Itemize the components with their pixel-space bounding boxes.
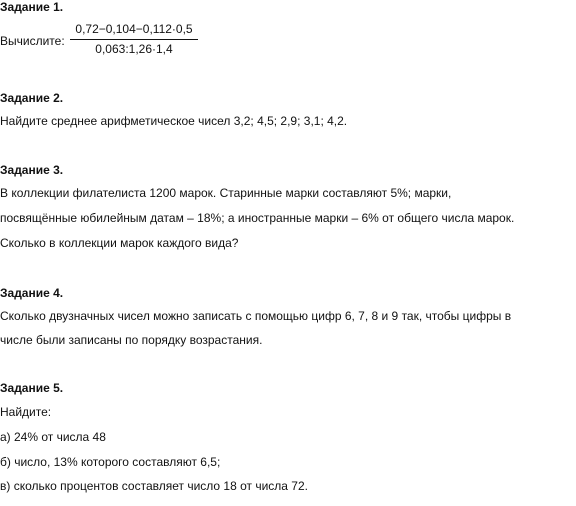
task-3-line: Сколько в коллекции марок каждого вида? <box>0 236 239 250</box>
fraction-numerator: 0,72−0,104−0,112·0,5 <box>75 22 193 36</box>
task-3-line: посвящённые юбилейным датам – 18%; а иностранные марки – 6% от общего числа марок. <box>0 211 515 225</box>
fraction-bar <box>70 39 198 40</box>
task-5-line: Найдите: <box>0 405 52 419</box>
task-5-item-b: б) число, 13% которого составляют 6,5; <box>0 455 221 469</box>
task-2-title: Задание 2. <box>0 91 64 105</box>
task-1-fraction <box>70 22 198 58</box>
task-5-item-c: в) сколько процентов составляет число 18 от числа 72. <box>0 479 308 493</box>
task-4-title: Задание 4. <box>0 286 64 300</box>
task-5-item-a: а) 24% от числа 48 <box>0 430 106 444</box>
fraction-denominator: 0,063:1,26·1,4 <box>95 42 173 56</box>
task-1-title: Задание 1. <box>0 0 64 14</box>
task-4-line: Сколько двузначных чисел можно записать с помощью цифр 6, 7, 8 и 9 так, чтобы цифры в <box>0 309 512 323</box>
task-3-title: Задание 3. <box>0 163 64 177</box>
task-1-label: Вычислите: <box>0 34 65 48</box>
task-5-title: Задание 5. <box>0 381 64 395</box>
task-4-line: числе были записаны по порядку возрастания. <box>0 333 263 347</box>
task-2-text: Найдите среднее арифметическое чисел 3,2; 4,5; 2,9; 3,1; 4,2. <box>0 114 348 128</box>
task-3-line: В коллекции филателиста 1200 марок. Старинные марки составляют 5%; марки, <box>0 186 452 200</box>
